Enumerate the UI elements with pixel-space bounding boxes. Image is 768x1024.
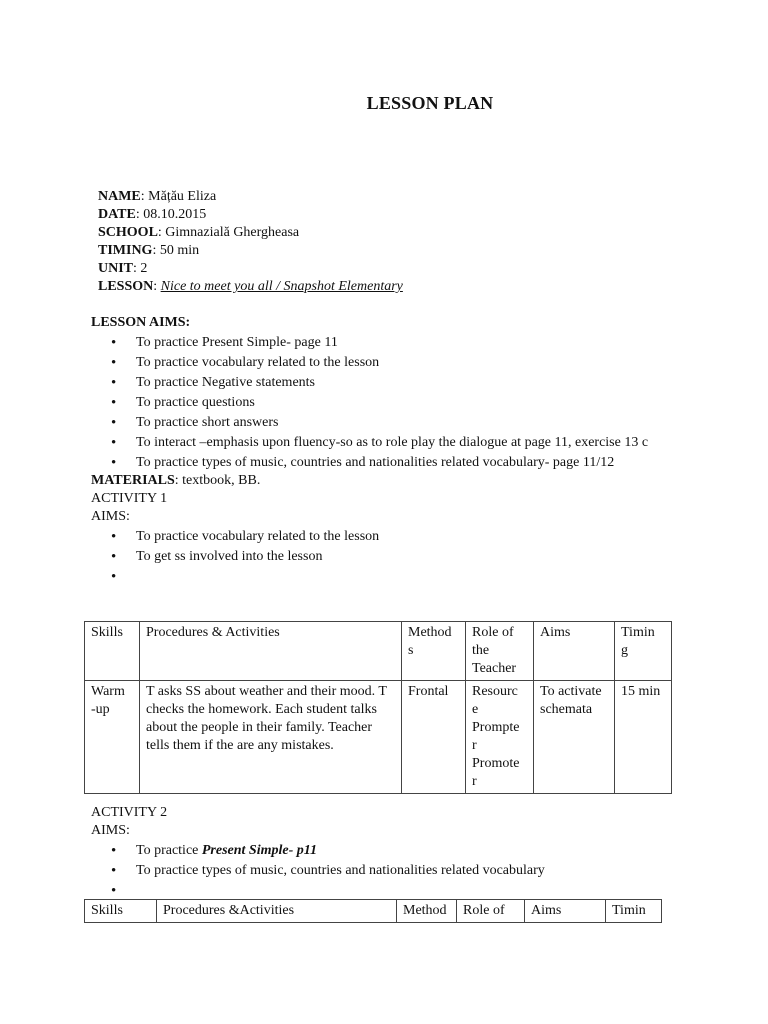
present-simple-emphasis: Present Simple- p11 — [201, 843, 317, 858]
lesson-name: Nice to meet you all / Snapshot Elementary — [160, 279, 403, 294]
list-item: • To get ss involved into the lesson — [91, 548, 681, 566]
header-aims: Aims — [534, 622, 615, 681]
activity2-table — [84, 899, 662, 923]
date-line: DATE: 08.10.2015 — [98, 207, 207, 222]
cell-role — [466, 681, 534, 794]
role-item: Prompte r — [472, 720, 520, 753]
lesson-aims-heading: LESSON AIMS: — [91, 315, 191, 330]
timing-line: TIMING: 50 min — [98, 243, 200, 258]
role-item: Resourc e — [472, 684, 518, 717]
list-item: • To practice types of music, countries and nationalities related vocabulary — [91, 862, 681, 880]
activity2-aims-label: AIMS: — [91, 823, 130, 838]
lesson-aims-section — [91, 314, 681, 586]
lesson-info — [98, 188, 403, 296]
activity2-section — [91, 804, 681, 900]
header-timing: Timin — [606, 900, 662, 923]
list-item: • To practice Negative statements — [91, 374, 681, 392]
cell-methods: Frontal — [402, 681, 466, 794]
header-role: Role of the Teacher — [466, 622, 534, 681]
header-role: Role of — [457, 900, 525, 923]
list-item-empty — [91, 568, 681, 586]
unit-line: UNIT: 2 — [98, 261, 148, 276]
table-header-row — [85, 622, 672, 681]
cell-procedures: T asks SS about weather and their mood. T checks the homework. Each student talks about the people in their family. Teacher tells them if the are any mistakes. — [140, 681, 402, 794]
list-item: • To practice types of music, countries and nationalities related vocabulary- page 11/12 — [91, 454, 681, 472]
header-aims: Aims — [525, 900, 606, 923]
lesson-line: LESSON: Nice to meet you all / Snapshot Elementary — [98, 279, 403, 294]
lesson-aims-list — [91, 334, 681, 472]
list-item: • To practice Present Simple- p11 — [91, 842, 681, 860]
activity2-aims-list — [91, 842, 681, 900]
list-item: • To interact –emphasis upon fluency-so as to role play the dialogue at page 11, exercise 13 c — [91, 434, 681, 452]
header-procedures: Procedures & Activities — [140, 622, 402, 681]
cell-timing: 15 min — [615, 681, 672, 794]
school-line: SCHOOL: Gimnazială Ghergheasa — [98, 225, 300, 240]
list-item: • To practice Present Simple- page 11 — [91, 334, 681, 352]
list-item: • To practice vocabulary related to the lesson — [91, 528, 681, 546]
name-line: NAME: Mățău Eliza — [98, 189, 217, 204]
activity1-aims-label: AIMS: — [91, 509, 130, 524]
list-item: • To practice questions — [91, 394, 681, 412]
activity1-table — [84, 621, 672, 794]
activity2-title: ACTIVITY 2 — [91, 805, 168, 820]
list-item: • To practice short answers — [91, 414, 681, 432]
activity1-title: ACTIVITY 1 — [91, 491, 168, 506]
cell-aims: To activate schemata — [534, 681, 615, 794]
list-item-empty — [91, 882, 681, 900]
header-skills: Skills — [85, 900, 157, 923]
table-row — [85, 681, 672, 794]
header-methods: Method — [397, 900, 457, 923]
header-skills: Skills — [85, 622, 140, 681]
list-item: • To practice vocabulary related to the lesson — [91, 354, 681, 372]
cell-skills: Warm -up — [85, 681, 140, 794]
materials-line: MATERIALS: textbook, BB. — [91, 473, 261, 488]
role-item: Promote r — [472, 756, 520, 789]
header-timing: Timin g — [615, 622, 672, 681]
header-methods: Method s — [402, 622, 466, 681]
header-procedures: Procedures &Activities — [157, 900, 397, 923]
table-header-row — [85, 900, 662, 923]
activity1-aims-list — [91, 528, 681, 586]
page-title: LESSON PLAN — [366, 93, 494, 113]
